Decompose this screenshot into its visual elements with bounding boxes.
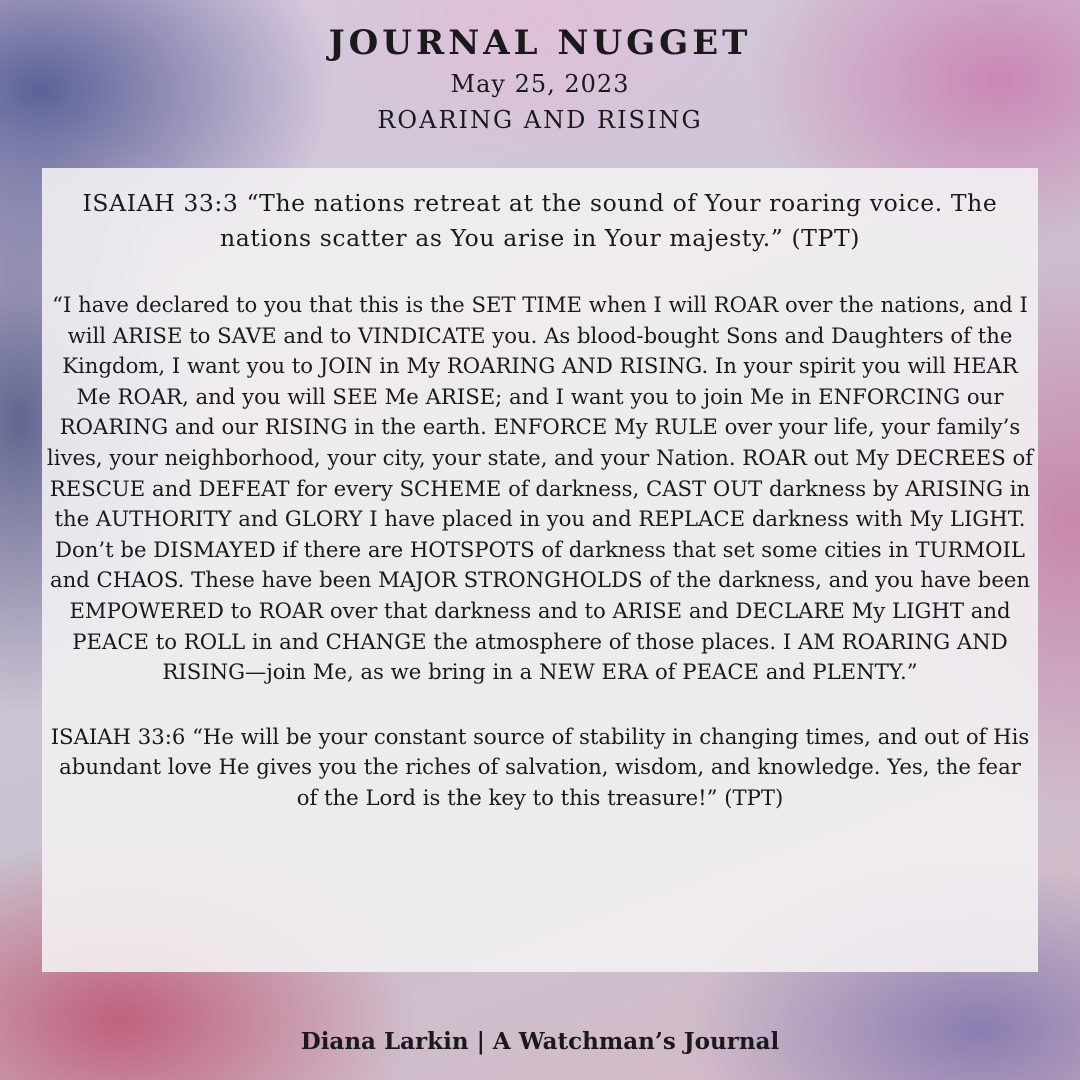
content-panel: [42, 168, 1038, 972]
footer-attribution: Diana Larkin | A Watchman’s Journal: [300, 1028, 780, 1055]
page-title: JOURNAL NUGGET: [328, 23, 752, 63]
prophetic-message: “I have declared to you that this is the SET TIME when I will ROAR over the nations, and I will ARISE to SAVE and to VINDICATE you. As blood-bought Sons and Daughters of the Kingdom, I want you to JOIN in My ROARING AND RISING. In your spirit you will HEAR Me ROAR, and you will SEE Me ARISE; and I want you to join Me in ENFORCING our ROARING and our RISING in the earth. ENFORCE My RULE over your life, your family’s lives, your neighborhood, your city, your state, and your Nation. ROAR out My DECREES of RESCUE and DEFEAT for every SCHEME of darkness, CAST OUT darkness by ARISING in the AUTHORITY and GLORY I have placed in you and REPLACE darkness with My LIGHT. Don’t be DISMAYED if there are HOTSPOTS of darkness that set some cities in TURMOIL and CHAOS. These have been MAJOR STRONGHOLDS of the darkness, and you have been EMPOWERED to ROAR over that darkness and to ARISE and DECLARE My LIGHT and PEACE to ROLL in and CHANGE the atmosphere of those places. I AM ROARING AND RISING—join Me, as we bring in a NEW ERA of PEACE and PLENTY.”: [46, 292, 1034, 685]
journal-date: May 25, 2023: [450, 70, 630, 98]
scripture-verse-top: ISAIAH 33:3 “The nations retreat at the sound of Your roaring voice. The nations scatter as You arise in Your majesty.” (TPT): [82, 189, 998, 252]
scripture-verse-bottom: ISAIAH 33:6 “He will be your constant source of stability in changing times, and out of His abundant love He gives you the riches of salvation, wisdom, and knowledge. Yes, the fear of the Lord is the key to this treasure!” (TPT): [50, 723, 1030, 810]
journal-subtitle: ROARING AND RISING: [377, 106, 703, 134]
header: [0, 22, 1080, 136]
